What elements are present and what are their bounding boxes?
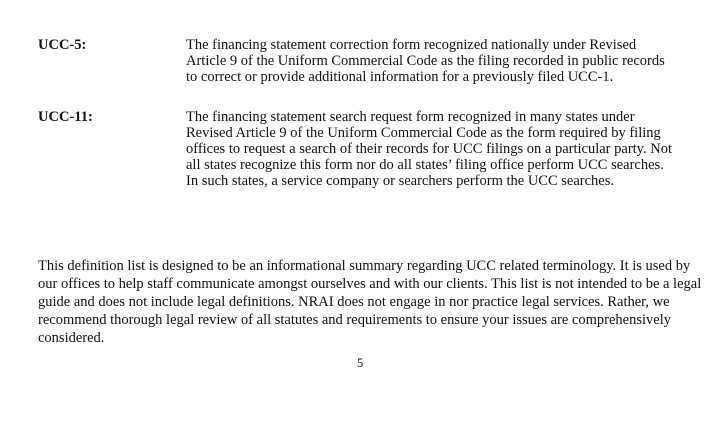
definition-line: In such states, a service company or searchers perform the UCC searches. xyxy=(186,173,614,189)
page-number: 5 xyxy=(357,356,364,370)
disclaimer-line: considered. xyxy=(38,330,105,346)
definition-line: Article 9 of the Uniform Commercial Code as the filing recorded in public records xyxy=(186,53,665,69)
disclaimer-paragraph xyxy=(38,257,702,347)
definition-line: all states recognize this form nor do all states’ filing office perform UCC searches. xyxy=(186,157,664,173)
disclaimer-line: our offices to help staff communicate amongst ourselves and with our clients. This list is not intended to be a legal xyxy=(38,276,702,292)
definition-line: offices to request a search of their records for UCC filings on a particular party. Not xyxy=(186,141,672,157)
disclaimer-line: guide and does not include legal definitions. NRAI does not engage in nor practice legal services. Rather, we xyxy=(38,294,670,310)
definition-line: to correct or provide additional information for a previously filed UCC-1. xyxy=(186,69,614,85)
term-ucc-5: UCC-5: xyxy=(38,37,87,53)
disclaimer-line: This definition list is designed to be an informational summary regarding UCC related terminology. It is used by xyxy=(38,258,691,274)
definition-line: Revised Article 9 of the Uniform Commercial Code as the form required by filing xyxy=(186,125,661,141)
term-ucc-11: UCC-11: xyxy=(38,109,93,125)
definition-line: The financing statement search request form recognized in many states under xyxy=(186,109,635,125)
definition-line: The financing statement correction form recognized nationally under Revised xyxy=(186,37,637,53)
definition-ucc-5 xyxy=(186,37,696,85)
definition-ucc-11 xyxy=(186,109,696,189)
disclaimer-line: recommend thorough legal review of all statutes and requirements to ensure your issues are comprehensively xyxy=(38,312,671,328)
